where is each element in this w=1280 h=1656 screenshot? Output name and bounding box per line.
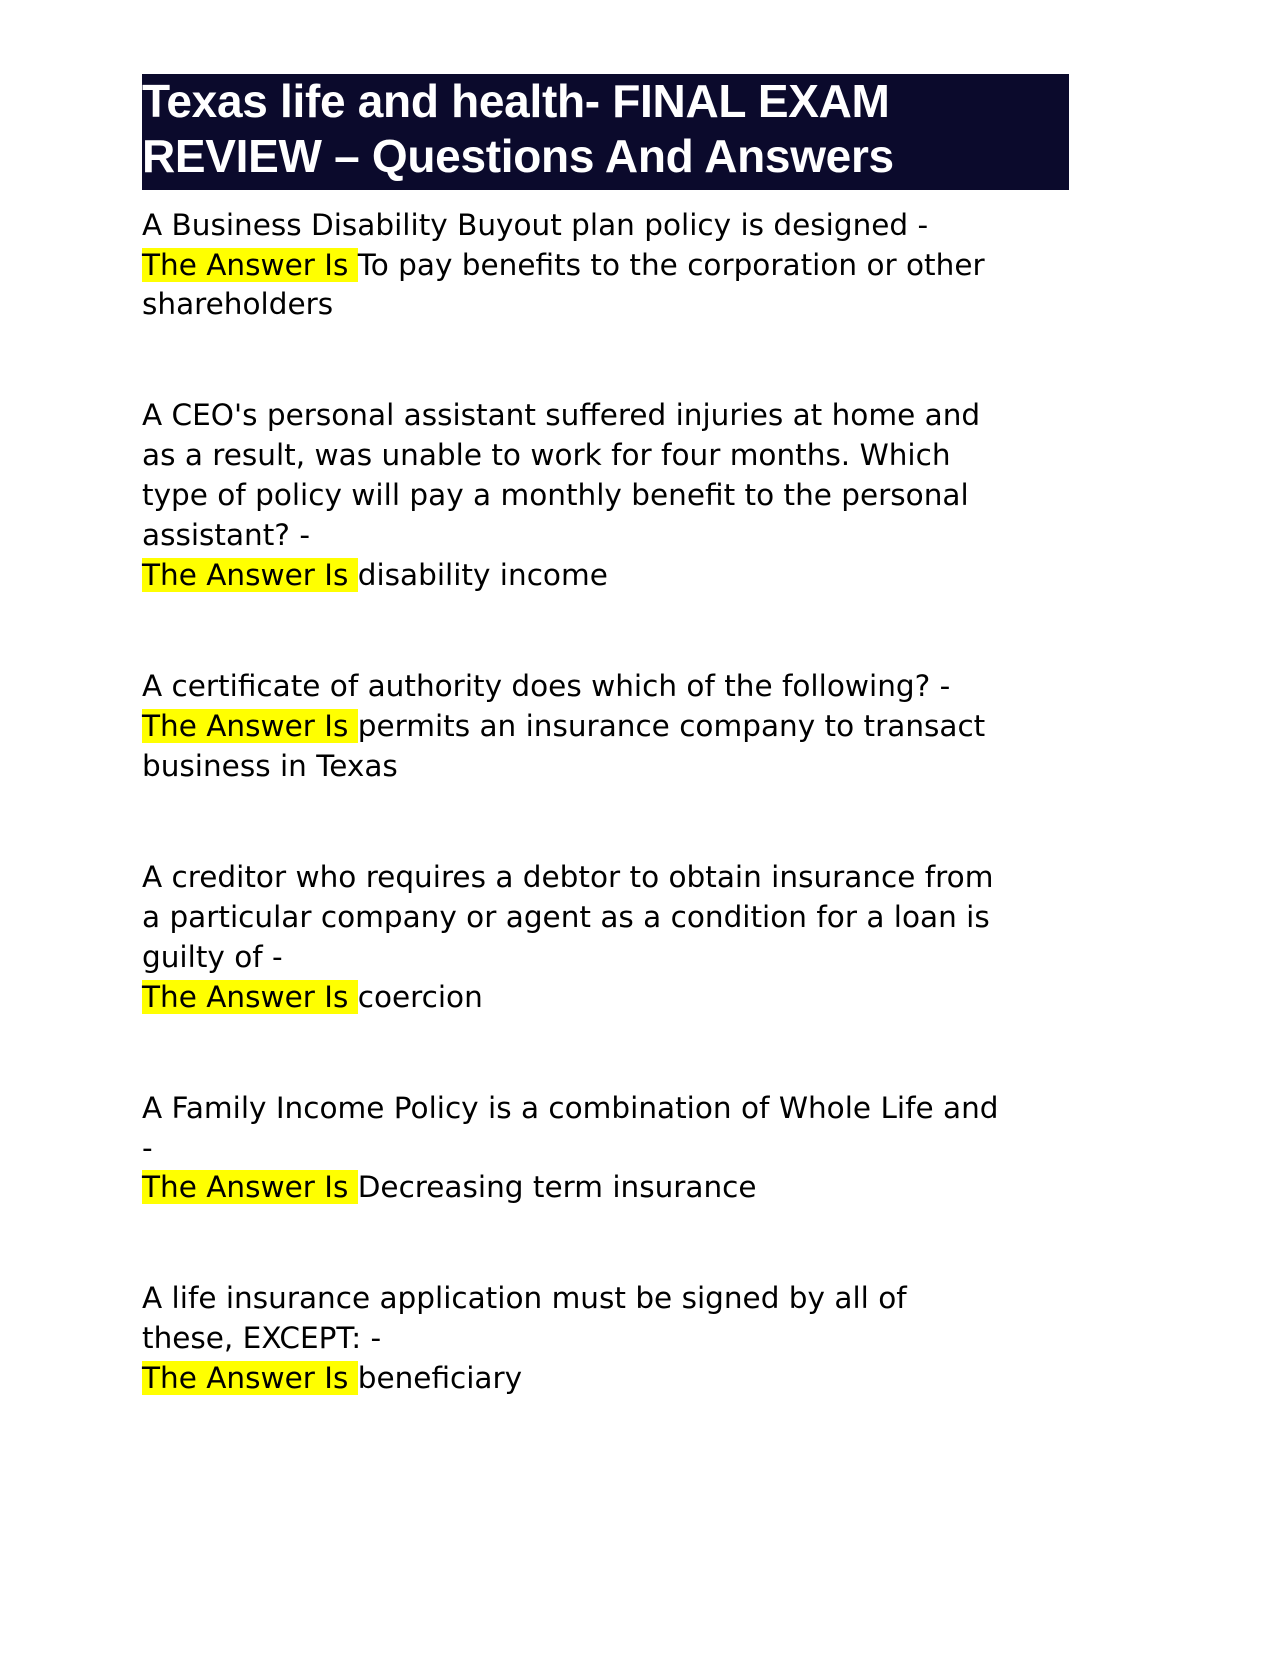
answer-2-text: disability income <box>357 558 608 592</box>
question-5-line-1: A Family Income Policy is a combination of Whole Life and <box>142 1091 999 1125</box>
answer-label-highlight: The Answer Is <box>142 558 358 592</box>
question-2-line-1: A CEO's personal assistant suffered injuries at home and <box>142 398 981 432</box>
answer-5-line <box>142 1167 757 1207</box>
answer-label-highlight: The Answer Is <box>142 709 358 743</box>
answer-1-line-2: shareholders <box>142 287 334 321</box>
document-title-line-2: REVIEW – Questions And Answers <box>142 130 894 182</box>
question-2-line-3: type of policy will pay a monthly benefit to the personal <box>142 478 969 512</box>
question-5-line-2: - <box>142 1131 153 1165</box>
answer-label-highlight: The Answer Is <box>142 1170 358 1204</box>
answer-6-line <box>142 1358 522 1398</box>
answer-4-text: coercion <box>357 980 483 1014</box>
answer-label-highlight: The Answer Is <box>142 980 358 1014</box>
answer-3-line <box>142 706 985 746</box>
question-4-line-1: A creditor who requires a debtor to obtain insurance from <box>142 860 994 894</box>
question-6-line-2: these, EXCEPT: - <box>142 1321 382 1355</box>
answer-1-text: To pay benefits to the corporation or other <box>357 248 985 282</box>
document-title-line-1: Texas life and health- FINAL EXAM <box>142 75 890 127</box>
answer-label-highlight: The Answer Is <box>142 1361 358 1395</box>
answer-2-line <box>142 555 608 595</box>
answer-3-line-2: business in Texas <box>142 749 398 783</box>
answer-1-line <box>142 245 985 285</box>
question-6-line-1: A life insurance application must be signed by all of <box>142 1281 907 1315</box>
answer-6-text: beneficiary <box>357 1361 523 1395</box>
question-2-line-4: assistant? - <box>142 518 310 552</box>
answer-label-highlight: The Answer Is <box>142 248 358 282</box>
question-2-line-2: as a result, was unable to work for four months. Which <box>142 438 951 472</box>
question-1-line-1: A Business Disability Buyout plan policy is designed - <box>142 208 929 242</box>
question-4-line-2: a particular company or agent as a condition for a loan is <box>142 900 990 934</box>
question-3-line-1: A certificate of authority does which of the following? - <box>142 669 951 703</box>
question-4-line-3: guilty of - <box>142 940 283 974</box>
answer-3-text: permits an insurance company to transact <box>357 709 986 743</box>
answer-4-line <box>142 977 483 1017</box>
answer-5-text: Decreasing term insurance <box>357 1170 757 1204</box>
